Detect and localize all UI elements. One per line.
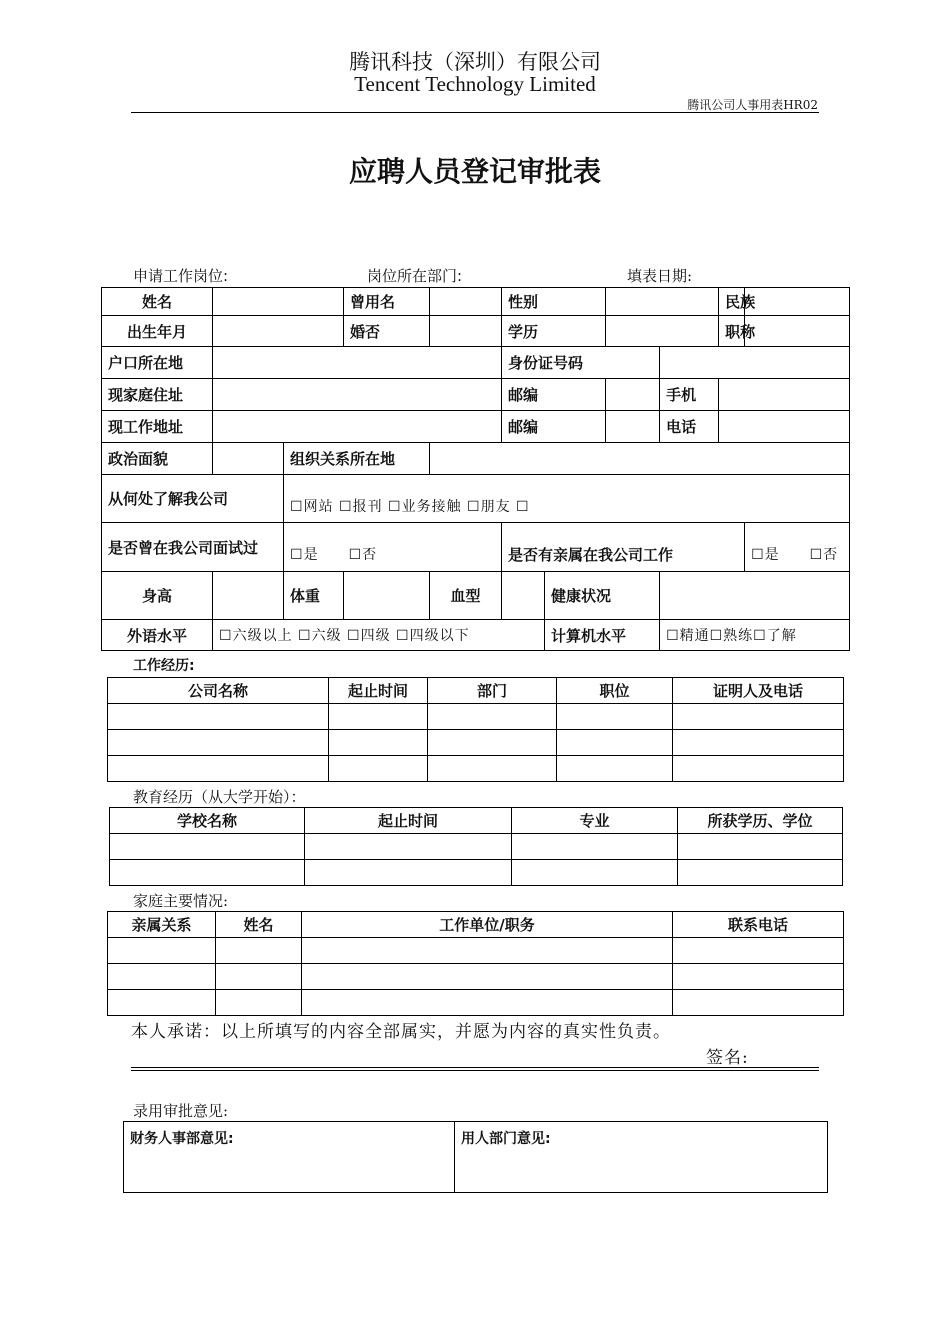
political-field[interactable] bbox=[213, 443, 284, 475]
mobile-label: 手机 bbox=[660, 379, 719, 411]
family-col-name: 姓名 bbox=[216, 912, 302, 938]
blood-field[interactable] bbox=[502, 572, 545, 620]
work-history-table bbox=[107, 677, 844, 782]
table-row bbox=[108, 938, 844, 964]
date-label: 填表日期: bbox=[627, 267, 693, 285]
position-label: 申请工作岗位: bbox=[133, 267, 229, 285]
company-name-en: Tencent Technology Limited bbox=[354, 72, 596, 96]
work-postcode-field[interactable] bbox=[606, 411, 660, 443]
department-label: 岗位所在部门: bbox=[367, 267, 463, 285]
health-label: 健康状况 bbox=[545, 572, 660, 620]
work-postcode-label: 邮编 bbox=[502, 411, 606, 443]
marital-label: 婚否 bbox=[344, 316, 430, 347]
approval-label: 录用审批意见: bbox=[133, 1102, 229, 1120]
home-postcode-label: 邮编 bbox=[502, 379, 606, 411]
family-col-relation: 亲属关系 bbox=[108, 912, 216, 938]
ethnicity-label: 民族 bbox=[719, 288, 745, 316]
weight-field[interactable] bbox=[344, 572, 430, 620]
home-address-label: 现家庭住址 bbox=[102, 379, 213, 411]
pledge-statement: 本人承诺：以上所填写的内容全部属实，并愿为内容的真实性负责。 bbox=[131, 1022, 671, 1042]
gender-label: 性别 bbox=[502, 288, 606, 316]
basic-info-table bbox=[101, 287, 850, 651]
name-label: 姓名 bbox=[102, 288, 213, 316]
computer-label: 计算机水平 bbox=[545, 620, 660, 651]
source-options[interactable]: ☐网站 ☐报刊 ☐业务接触 ☐朋友 ☐ bbox=[284, 475, 850, 523]
work-col-reference: 证明人及电话 bbox=[673, 678, 844, 704]
edu-col-major: 专业 bbox=[512, 808, 678, 834]
edu-col-period: 起止时间 bbox=[305, 808, 512, 834]
education-field[interactable] bbox=[606, 316, 719, 347]
name-field[interactable] bbox=[213, 288, 344, 316]
form-code: 腾讯公司人事用表HR02 bbox=[687, 98, 818, 112]
edu-col-degree: 所获学历、学位 bbox=[678, 808, 843, 834]
birth-label: 出生年月 bbox=[102, 316, 213, 347]
table-row bbox=[108, 704, 844, 730]
table-row bbox=[108, 964, 844, 990]
id-number-label: 身份证号码 bbox=[502, 347, 660, 379]
family-table bbox=[107, 911, 844, 1016]
height-field[interactable] bbox=[213, 572, 284, 620]
header-rule bbox=[131, 112, 819, 113]
gender-field[interactable] bbox=[606, 288, 719, 316]
org-relation-label: 组织关系所在地 bbox=[284, 443, 430, 475]
education-history-label: 教育经历（从大学开始）： bbox=[133, 788, 306, 806]
edu-col-school: 学校名称 bbox=[110, 808, 305, 834]
language-options[interactable]: ☐六级以上 ☐六级 ☐四级 ☐四级以下 bbox=[213, 620, 545, 651]
blood-label: 血型 bbox=[430, 572, 502, 620]
ethnicity-field[interactable] bbox=[745, 288, 850, 316]
source-label: 从何处了解我公司 bbox=[102, 475, 284, 523]
weight-label: 体重 bbox=[284, 572, 344, 620]
political-label: 政治面貌 bbox=[102, 443, 213, 475]
table-row bbox=[110, 834, 843, 860]
company-name-cn: 腾讯科技（深圳）有限公司 bbox=[349, 50, 601, 74]
table-row bbox=[110, 860, 843, 886]
home-address-field[interactable] bbox=[213, 379, 502, 411]
interviewed-options[interactable]: ☐是 ☐否 bbox=[284, 523, 502, 572]
height-label: 身高 bbox=[102, 572, 213, 620]
family-label: 家庭主要情况: bbox=[133, 892, 229, 910]
dept-opinion-field[interactable]: 用人部门意见: bbox=[455, 1122, 828, 1193]
work-col-department: 部门 bbox=[428, 678, 557, 704]
job-title-label: 职称 bbox=[719, 316, 745, 347]
job-title-field[interactable] bbox=[745, 316, 850, 347]
marital-field[interactable] bbox=[430, 316, 502, 347]
table-row bbox=[108, 730, 844, 756]
education-label: 学历 bbox=[502, 316, 606, 347]
org-relation-field[interactable] bbox=[430, 443, 850, 475]
education-history-table bbox=[109, 807, 843, 886]
signature-rule bbox=[131, 1067, 819, 1071]
mobile-field[interactable] bbox=[719, 379, 850, 411]
phone-field[interactable] bbox=[719, 411, 850, 443]
work-address-field[interactable] bbox=[213, 411, 502, 443]
interviewed-label: 是否曾在我公司面试过 bbox=[102, 523, 284, 572]
work-col-period: 起止时间 bbox=[329, 678, 428, 704]
signature-label: 签名: bbox=[706, 1048, 749, 1068]
language-label: 外语水平 bbox=[102, 620, 213, 651]
family-col-employer: 工作单位/职务 bbox=[302, 912, 673, 938]
family-col-phone: 联系电话 bbox=[673, 912, 844, 938]
hukou-field[interactable] bbox=[213, 347, 502, 379]
work-address-label: 现工作地址 bbox=[102, 411, 213, 443]
phone-label: 电话 bbox=[660, 411, 719, 443]
home-postcode-field[interactable] bbox=[606, 379, 660, 411]
work-history-label: 工作经历: bbox=[133, 658, 195, 674]
former-name-field[interactable] bbox=[430, 288, 502, 316]
computer-options[interactable]: ☐精通☐熟练☐了解 bbox=[660, 620, 850, 651]
health-field[interactable] bbox=[660, 572, 850, 620]
birth-field[interactable] bbox=[213, 316, 344, 347]
relatives-label: 是否有亲属在我公司工作 bbox=[502, 523, 745, 572]
hukou-label: 户口所在地 bbox=[102, 347, 213, 379]
hr-opinion-field[interactable]: 财务人事部意见: bbox=[124, 1122, 455, 1193]
work-col-company: 公司名称 bbox=[108, 678, 329, 704]
table-row bbox=[108, 990, 844, 1016]
form-title: 应聘人员登记审批表 bbox=[348, 155, 601, 188]
table-row bbox=[108, 756, 844, 782]
id-number-field[interactable] bbox=[660, 347, 850, 379]
approval-table bbox=[123, 1121, 828, 1193]
relatives-options[interactable]: ☐是 ☐否 bbox=[745, 523, 850, 572]
work-col-position: 职位 bbox=[557, 678, 673, 704]
former-name-label: 曾用名 bbox=[344, 288, 430, 316]
